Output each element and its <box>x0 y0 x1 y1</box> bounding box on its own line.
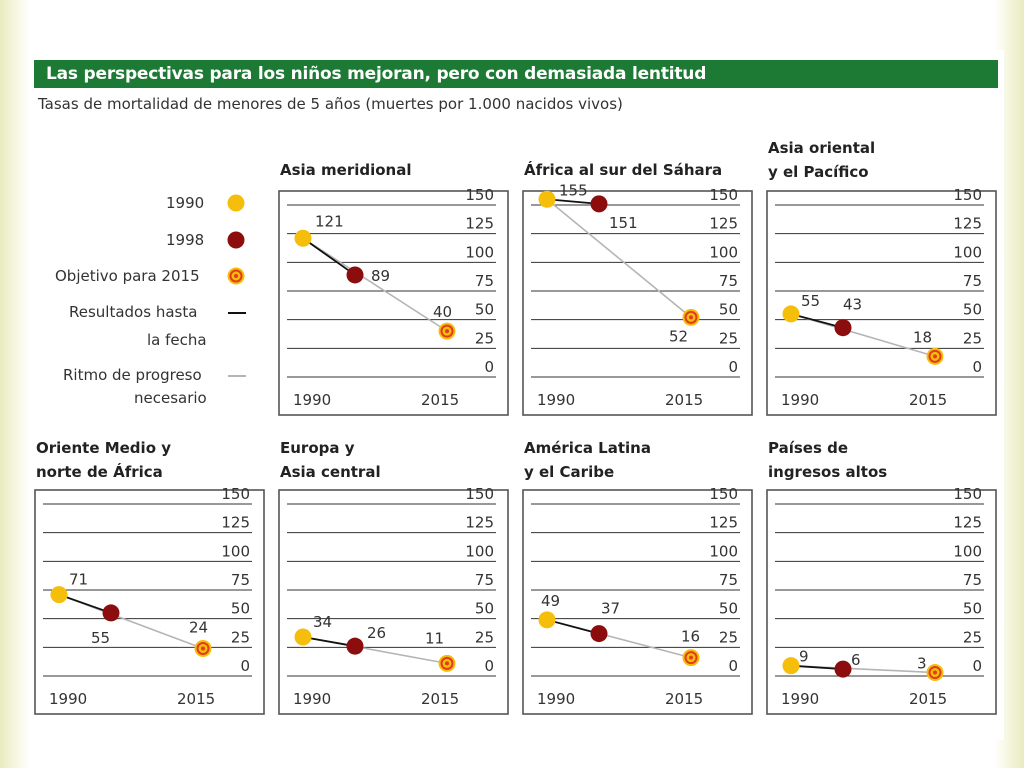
panel-title-oriente-medio: Oriente Medio y norte de África <box>36 439 171 481</box>
y-tick-label-150: 150 <box>709 485 738 503</box>
data-label-2015: 40 <box>433 303 453 322</box>
y-tick-label-75: 75 <box>718 571 738 589</box>
y-tick-label-0: 0 <box>484 657 494 675</box>
data-label-1998: 89 <box>371 266 391 285</box>
data-label-2015: 24 <box>189 618 209 637</box>
point-2015-target <box>927 348 944 365</box>
y-tick-label-75: 75 <box>230 571 250 589</box>
legend-target-label: Objetivo para 2015 <box>55 267 200 285</box>
data-label-1990: 71 <box>69 570 89 589</box>
legend-1990-marker <box>228 195 245 212</box>
legend-results-label-2: la fecha <box>147 331 207 349</box>
y-tick-label-125: 125 <box>953 513 982 532</box>
point-1990 <box>295 230 312 247</box>
chart-panel-6 <box>523 485 752 714</box>
y-tick-label-150: 150 <box>953 485 982 503</box>
panel-title-ingresos-altos: Países de ingresos altos <box>768 439 888 481</box>
point-1990 <box>295 629 312 646</box>
y-tick-label-25: 25 <box>962 329 982 348</box>
point-1998 <box>347 266 364 283</box>
legend-results-label-1: Resultados hasta <box>69 303 198 321</box>
data-label-2015: 18 <box>913 328 933 347</box>
y-tick-label-50: 50 <box>962 300 982 319</box>
point-2015-target <box>683 649 700 666</box>
y-tick-label-125: 125 <box>953 214 982 233</box>
y-tick-label-150: 150 <box>709 186 738 204</box>
y-tick-label-25: 25 <box>718 329 738 348</box>
x-tick-label-2015: 2015 <box>421 690 460 708</box>
point-1998 <box>591 625 608 642</box>
point-1990 <box>783 305 800 322</box>
figure-title: Las perspectivas para los niños mejoran, pero con demasiada lentitud <box>34 60 998 88</box>
legend-target-marker-center <box>234 274 238 278</box>
x-tick-label-2015: 2015 <box>665 690 704 708</box>
point-2015-target-center <box>201 646 205 650</box>
data-label-1998: 151 <box>609 213 638 232</box>
data-label-2015: 3 <box>917 654 927 673</box>
x-tick-label-1990: 1990 <box>537 391 576 409</box>
y-tick-label-150: 150 <box>465 485 494 503</box>
legend-1998-marker <box>228 232 245 249</box>
point-2015-target-center <box>445 661 449 665</box>
y-tick-label-25: 25 <box>718 628 738 647</box>
chart-panel-2 <box>523 181 752 415</box>
y-tick-label-50: 50 <box>474 599 494 618</box>
point-2015-target <box>439 323 456 340</box>
point-1990 <box>539 191 556 208</box>
y-tick-label-0: 0 <box>484 358 494 376</box>
y-tick-label-125: 125 <box>465 214 494 233</box>
point-1998 <box>835 319 852 336</box>
figure-subtitle: Tasas de mortalidad de menores de 5 años (muertes por 1.000 nacidos vivos) <box>38 95 623 113</box>
panel-title-america-latina: América Latina y el Caribe <box>524 439 651 481</box>
y-tick-label-50: 50 <box>962 599 982 618</box>
legend-pace-label-2: necesario <box>134 389 207 407</box>
y-tick-label-0: 0 <box>240 657 250 675</box>
data-label-2015: 52 <box>669 327 689 346</box>
y-tick-label-25: 25 <box>474 628 494 647</box>
point-1990 <box>51 586 68 603</box>
y-tick-label-100: 100 <box>709 542 738 561</box>
panel-title-asia-oriental: Asia oriental y el Pacífico <box>768 139 876 181</box>
x-tick-label-2015: 2015 <box>909 391 948 409</box>
y-tick-label-0: 0 <box>972 657 982 675</box>
y-tick-label-25: 25 <box>474 329 494 348</box>
point-1990 <box>783 657 800 674</box>
legend-1990-label: 1990 <box>166 194 205 212</box>
y-tick-label-50: 50 <box>230 599 250 618</box>
y-tick-label-100: 100 <box>465 542 494 561</box>
point-2015-target <box>439 655 456 672</box>
point-2015-target <box>927 664 944 681</box>
legend-target-marker <box>228 268 245 285</box>
y-tick-label-25: 25 <box>962 628 982 647</box>
point-2015-target <box>683 309 700 326</box>
x-tick-label-2015: 2015 <box>665 391 704 409</box>
y-tick-label-50: 50 <box>718 300 738 319</box>
data-label-1990: 9 <box>799 647 809 666</box>
y-tick-label-125: 125 <box>465 513 494 532</box>
y-tick-label-75: 75 <box>962 272 982 290</box>
y-tick-label-100: 100 <box>953 243 982 262</box>
data-label-1998: 6 <box>851 651 861 670</box>
y-tick-label-75: 75 <box>474 272 494 290</box>
y-tick-label-125: 125 <box>221 513 250 532</box>
y-tick-label-100: 100 <box>953 542 982 561</box>
point-1998 <box>103 604 120 621</box>
x-tick-label-2015: 2015 <box>909 690 948 708</box>
x-tick-label-1990: 1990 <box>781 690 820 708</box>
point-2015-target-center <box>445 329 449 333</box>
y-tick-label-25: 25 <box>230 628 250 647</box>
point-1998 <box>835 661 852 678</box>
y-tick-label-0: 0 <box>728 657 738 675</box>
y-tick-label-125: 125 <box>709 214 738 233</box>
y-tick-label-150: 150 <box>953 186 982 204</box>
chart-panel-4 <box>35 485 264 714</box>
legend-1998-label: 1998 <box>166 231 205 249</box>
x-tick-label-1990: 1990 <box>781 391 820 409</box>
y-tick-label-125: 125 <box>709 513 738 532</box>
data-label-2015: 16 <box>681 627 701 646</box>
y-tick-label-100: 100 <box>709 243 738 262</box>
point-2015-target-center <box>689 656 693 660</box>
point-1998 <box>591 195 608 212</box>
point-2015-target-center <box>933 671 937 675</box>
point-1998 <box>347 638 364 655</box>
x-tick-label-2015: 2015 <box>177 690 216 708</box>
panel-title-africa-subsahara: África al sur del Sáhara <box>524 161 723 179</box>
data-label-1990: 49 <box>541 591 561 610</box>
data-label-2015: 11 <box>425 629 445 648</box>
chart-panel-7 <box>767 485 996 714</box>
point-1990 <box>539 611 556 628</box>
x-tick-label-1990: 1990 <box>293 391 332 409</box>
panel-title-europa: Europa y Asia central <box>280 439 381 481</box>
chart-panel-3 <box>767 186 996 415</box>
data-label-1990: 34 <box>313 613 333 632</box>
x-tick-label-1990: 1990 <box>293 690 332 708</box>
chart-panel-1 <box>279 186 508 415</box>
y-tick-label-50: 50 <box>474 300 494 319</box>
data-label-1998: 37 <box>601 599 621 618</box>
y-tick-label-100: 100 <box>465 243 494 262</box>
data-label-1990: 155 <box>559 181 588 200</box>
point-2015-target-center <box>933 354 937 358</box>
chart-panel-5 <box>279 485 508 714</box>
data-label-1990: 55 <box>801 291 821 310</box>
x-tick-label-1990: 1990 <box>537 690 576 708</box>
y-tick-label-150: 150 <box>465 186 494 204</box>
y-tick-label-50: 50 <box>718 599 738 618</box>
y-tick-label-0: 0 <box>728 358 738 376</box>
y-tick-label-75: 75 <box>718 272 738 290</box>
data-label-1990: 121 <box>315 212 344 231</box>
x-tick-label-2015: 2015 <box>421 391 460 409</box>
data-label-1998: 55 <box>91 628 111 647</box>
y-tick-label-75: 75 <box>962 571 982 589</box>
panel-title-asia-meridional: Asia meridional <box>280 161 412 179</box>
data-label-1998: 26 <box>367 624 387 643</box>
y-tick-label-75: 75 <box>474 571 494 589</box>
y-tick-label-100: 100 <box>221 542 250 561</box>
data-label-1998: 43 <box>843 295 863 314</box>
x-tick-label-1990: 1990 <box>49 690 88 708</box>
point-2015-target-center <box>689 315 693 319</box>
legend-pace-label-1: Ritmo de progreso <box>63 366 202 384</box>
y-tick-label-0: 0 <box>972 358 982 376</box>
y-tick-label-150: 150 <box>221 485 250 503</box>
point-2015-target <box>195 640 212 657</box>
